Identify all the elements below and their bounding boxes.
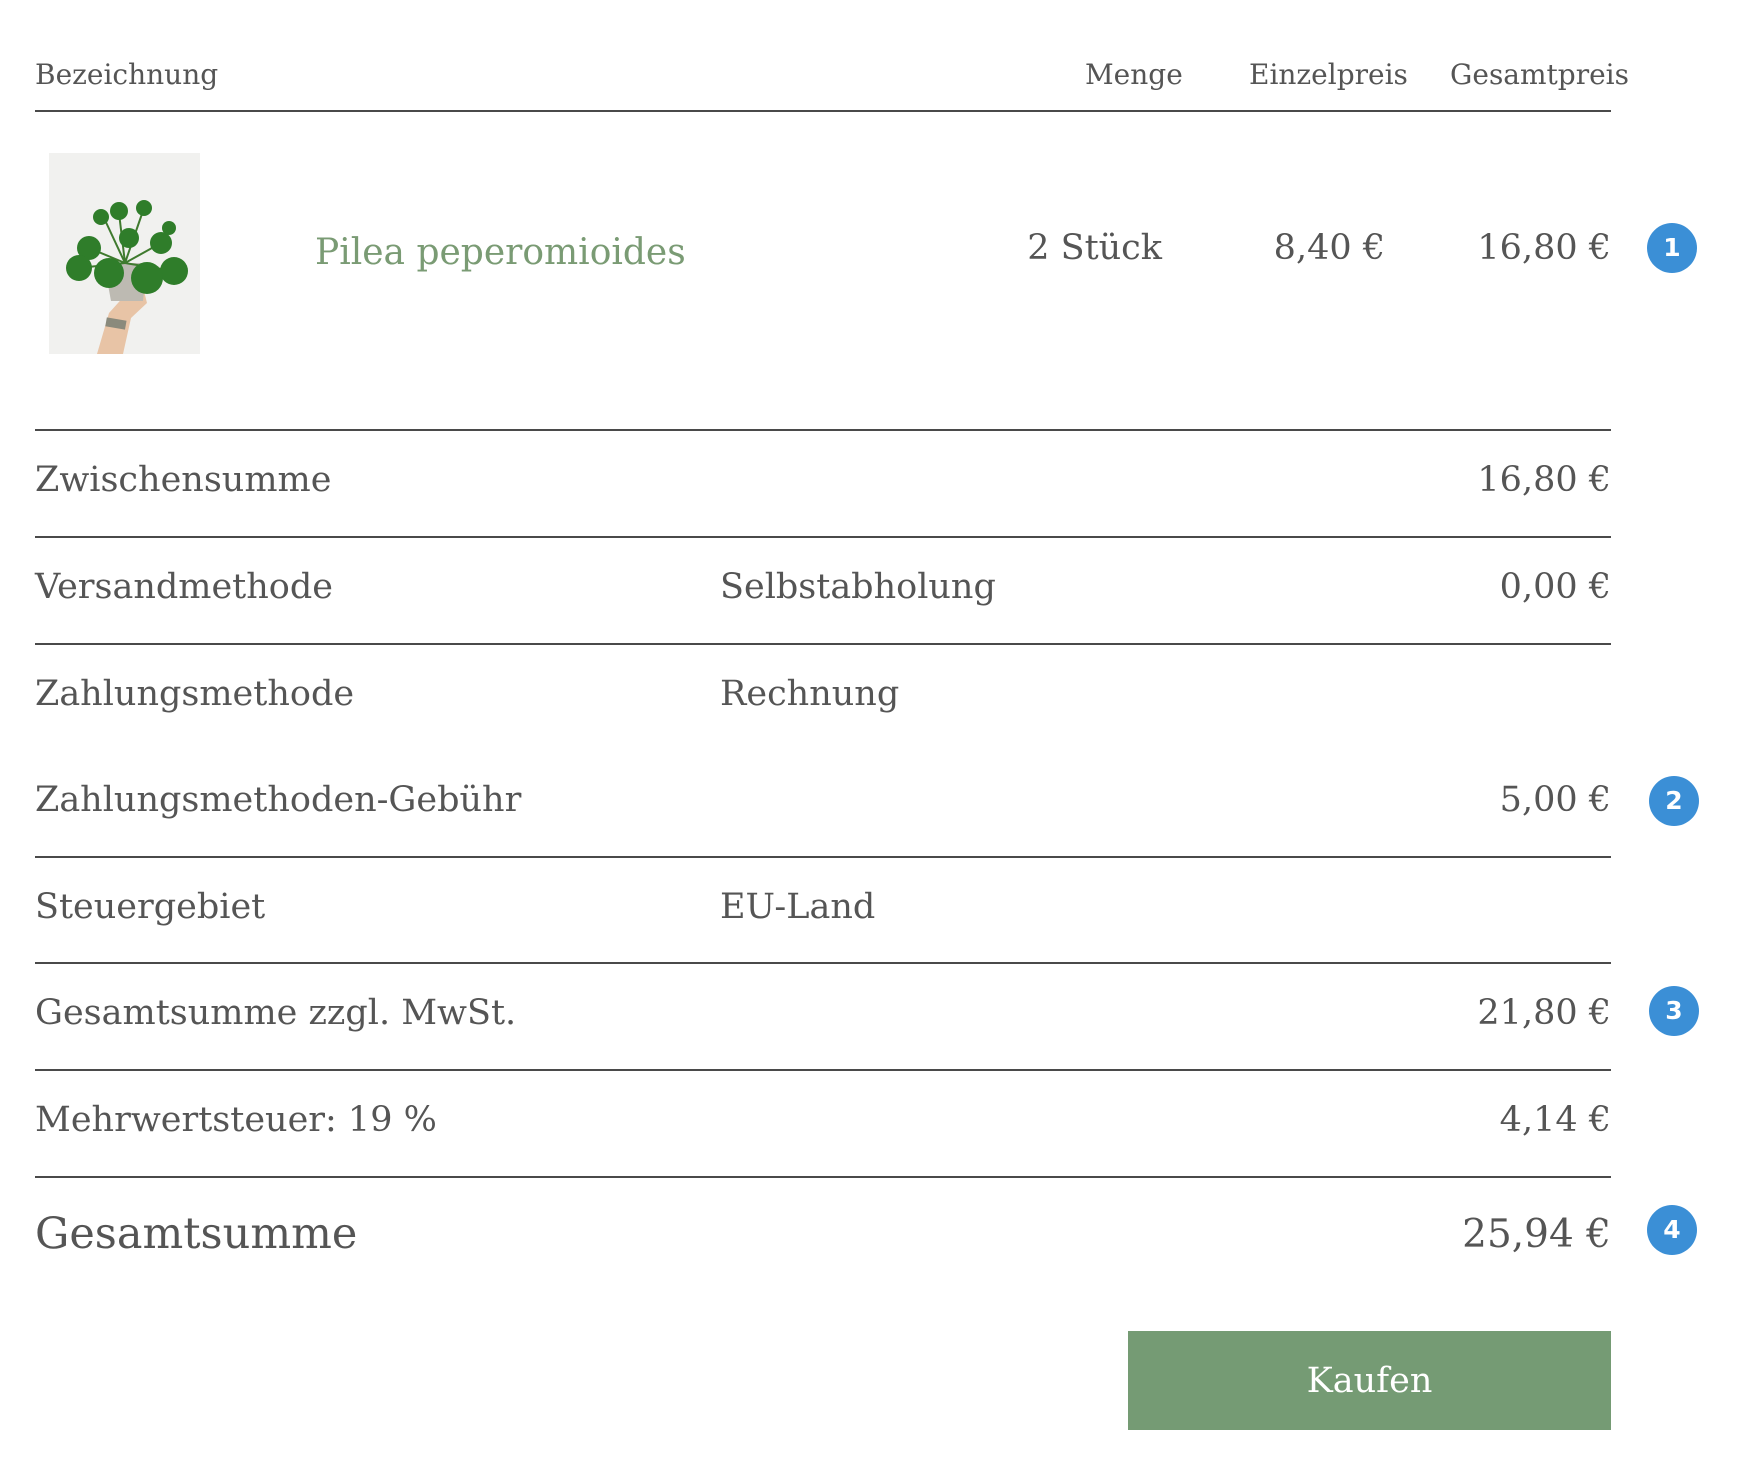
- header-quantity: Menge: [1085, 58, 1183, 91]
- shipping-value: 0,00 €: [1499, 567, 1611, 607]
- divider: [35, 856, 1611, 858]
- annotation-badge-4: 4: [1647, 1205, 1697, 1255]
- divider: [35, 429, 1611, 431]
- buy-button-label: Kaufen: [1306, 1360, 1433, 1401]
- header-unit-price: Einzelpreis: [1249, 58, 1408, 91]
- divider: [35, 643, 1611, 645]
- item-quantity: 2 Stück: [1027, 228, 1162, 268]
- pilea-plant-icon: [49, 153, 200, 354]
- payment-fee-label: Zahlungsmethoden-Gebühr: [35, 780, 522, 820]
- annotation-badge-2: 2: [1649, 776, 1699, 826]
- divider: [35, 1069, 1611, 1071]
- divider: [35, 962, 1611, 964]
- net-total-label: Gesamtsumme zzgl. MwSt.: [35, 993, 517, 1033]
- product-image[interactable]: [49, 153, 200, 354]
- buy-button[interactable]: [1128, 1331, 1611, 1430]
- tax-region-label: Steuergebiet: [35, 887, 266, 927]
- annotation-badge-1: 1: [1647, 223, 1697, 273]
- divider: [35, 1176, 1611, 1178]
- divider: [35, 536, 1611, 538]
- tax-region-value: EU-Land: [720, 887, 876, 927]
- item-total-price: 16,80 €: [1477, 228, 1611, 268]
- grand-total-label: Gesamtsumme: [35, 1209, 358, 1259]
- header-description: Bezeichnung: [35, 58, 219, 91]
- net-total-value: 21,80 €: [1477, 993, 1611, 1033]
- product-name-link[interactable]: Pilea peperomioides: [315, 232, 686, 273]
- grand-total-value: 25,94 €: [1462, 1212, 1611, 1257]
- payment-label: Zahlungsmethode: [35, 674, 355, 714]
- shipping-label: Versandmethode: [35, 567, 333, 607]
- vat-label: Mehrwertsteuer: 19 %: [35, 1100, 437, 1140]
- payment-method: Rechnung: [720, 674, 900, 714]
- shipping-method: Selbstabholung: [720, 567, 996, 607]
- subtotal-value: 16,80 €: [1477, 460, 1611, 500]
- annotation-badge-3: 3: [1649, 986, 1699, 1036]
- divider: [35, 110, 1611, 112]
- payment-fee-value: 5,00 €: [1499, 780, 1611, 820]
- subtotal-label: Zwischensumme: [35, 460, 332, 500]
- vat-value: 4,14 €: [1499, 1100, 1611, 1140]
- item-unit-price: 8,40 €: [1273, 228, 1385, 268]
- header-total-price: Gesamtpreis: [1450, 58, 1630, 91]
